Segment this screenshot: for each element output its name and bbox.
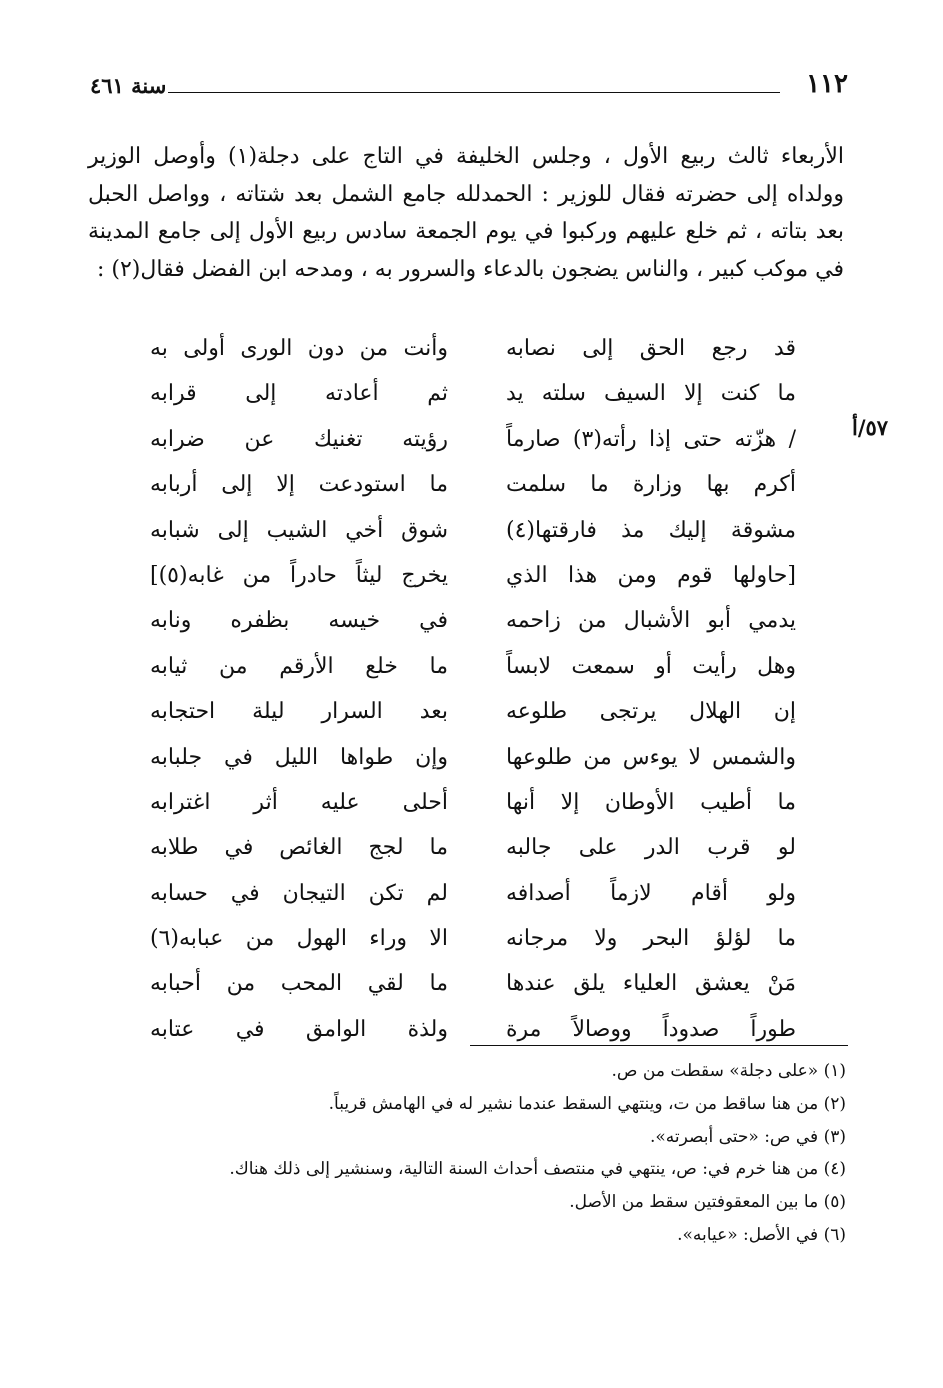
footnote: (٢) من هنا ساقط من ت، وينتهي السقط عندما نشير له في الهامش قريباً. xyxy=(328,1093,846,1114)
poem-verse xyxy=(150,598,796,643)
verse-second-hemistich: الا وراء الهول من عبابه(٦) xyxy=(150,926,448,952)
poem xyxy=(150,326,796,1052)
poem-verse xyxy=(150,417,796,462)
verse-second-hemistich: بعد السرار ليلة احتجابه xyxy=(150,699,448,725)
poem-verse xyxy=(150,326,796,371)
running-head-year: سنة ٤٦١ xyxy=(90,73,167,98)
footnote: (٥) ما بين المعقوفتين سقط من الأصل. xyxy=(569,1192,846,1213)
verse-second-hemistich: ولذة الوامق في عتابه xyxy=(150,1016,448,1042)
prose-paragraph xyxy=(88,138,844,288)
poem-verse xyxy=(150,825,796,870)
poem-verse xyxy=(150,961,796,1006)
poem-verse xyxy=(150,553,796,598)
poem-verse xyxy=(150,780,796,825)
footnote: (٦) في الأصل: «عيابه». xyxy=(677,1224,846,1245)
verse-first-hemistich: مشوقة إليك مذ فارقتها(٤) xyxy=(506,517,796,543)
verse-first-hemistich: [حاولها قوم ومن هذا الذي xyxy=(506,562,796,588)
footnote: (١) «على دجلة» سقطت من ص. xyxy=(611,1061,846,1081)
poem-verse xyxy=(150,871,796,916)
verse-second-hemistich: في خيسه بظفره ونابه xyxy=(150,608,448,634)
verse-first-hemistich: ولو أقام لازماً أصدافه xyxy=(506,880,796,906)
poem-verse xyxy=(150,462,796,507)
verse-second-hemistich: ما خلع الأرقم من ثيابه xyxy=(150,653,448,679)
verse-second-hemistich: ثم أعادته إلى قرابه xyxy=(150,381,448,407)
verse-second-hemistich: لم تكن التيجان في حسابه xyxy=(150,880,448,906)
footnote: (٤) من هنا خرم في: ص، ينتهي في منتصف أحداث السنة التالية، وسنشير إلى ذلك هناك. xyxy=(229,1159,846,1180)
poem-verse xyxy=(150,371,796,416)
verse-first-hemistich: مَنْ يعشق العلياء يلق عندها xyxy=(506,971,796,997)
poem-verse xyxy=(150,916,796,961)
verse-first-hemistich: ما كنت إلا السيف سلته يد xyxy=(506,381,796,407)
header-rule xyxy=(168,92,780,93)
page-number: ١١٢ xyxy=(806,69,848,99)
verse-second-hemistich: ما لجج الغائص في طلابه xyxy=(150,835,448,861)
poem-verse xyxy=(150,735,796,780)
poem-verse xyxy=(150,644,796,689)
verse-first-hemistich: قد رجع الحق إلى نصابه xyxy=(506,336,796,361)
verse-second-hemistich: ما استودعت إلا إلى أربابه xyxy=(150,472,448,498)
verse-second-hemistich: وإن طواها الليل في جلبابه xyxy=(150,744,448,770)
verse-first-hemistich: والشمس لا يوءس من طلوعها xyxy=(506,744,796,770)
verse-first-hemistich: إن الهلال يرتجى طلوعه xyxy=(506,699,796,725)
verse-first-hemistich: لو قرب الدر على جالبه xyxy=(506,835,796,861)
verse-first-hemistich: / هزّته حتى إذا رأته(٣) صارماً xyxy=(506,426,796,452)
footnote-separator xyxy=(470,1045,848,1046)
verse-second-hemistich: ما لقي المحب من أحبابه xyxy=(150,971,448,997)
manuscript-folio-marker: ٥٧/أ xyxy=(852,415,889,440)
verse-first-hemistich: أكرم بها وزارة ما سلمت xyxy=(506,472,796,498)
footnote: (٣) في ص: «حتى أبصرته». xyxy=(649,1126,846,1147)
footnotes xyxy=(150,1055,846,1252)
verse-first-hemistich: طوراً صدوداً ووصالاً مرة xyxy=(506,1016,796,1042)
verse-first-hemistich: ما أطيب الأوطان إلا أنها xyxy=(506,789,796,815)
verse-second-hemistich: يخرج ليثاً حادراً من غابه(٥)] xyxy=(150,562,448,588)
verse-second-hemistich: وأنت من دون الورى أولى به xyxy=(150,336,448,361)
verse-second-hemistich: رؤيته تغنيك عن ضرابه xyxy=(150,426,448,452)
verse-second-hemistich: شوق أخي الشيب إلى شبابه xyxy=(150,517,448,543)
page-header xyxy=(90,66,848,106)
verse-second-hemistich: أحلى عليه أثر اغترابه xyxy=(150,789,448,815)
verse-first-hemistich: يدمي أبو الأشبال من زاحمه xyxy=(506,608,796,634)
poem-verse xyxy=(150,508,796,553)
prose-text: الأربعاء ثالث ربيع الأول ، وجلس الخليفة في التاج على دجلة(١) وأوصل الوزير وولداه إلى حضرته فقال للوزير : الحمدلله جامع الشمل بعد شتاته ، وواصل الحبل بعد بتاته ، ثم خلع عليهم وركبوا في يوم الجمعة سادس ربيع الأول إلى جامع المدينة في موكب كبير ، والناس يضجون بالدعاء والسرور به ، ومدحه ابن الفضل فقال(٢) : xyxy=(88,144,844,282)
verse-first-hemistich: وهل رأيت أو سمعت لابساً xyxy=(506,653,796,679)
verse-first-hemistich: ما لؤلؤ البحر ولا مرجانه xyxy=(506,926,796,952)
poem-verse xyxy=(150,689,796,734)
